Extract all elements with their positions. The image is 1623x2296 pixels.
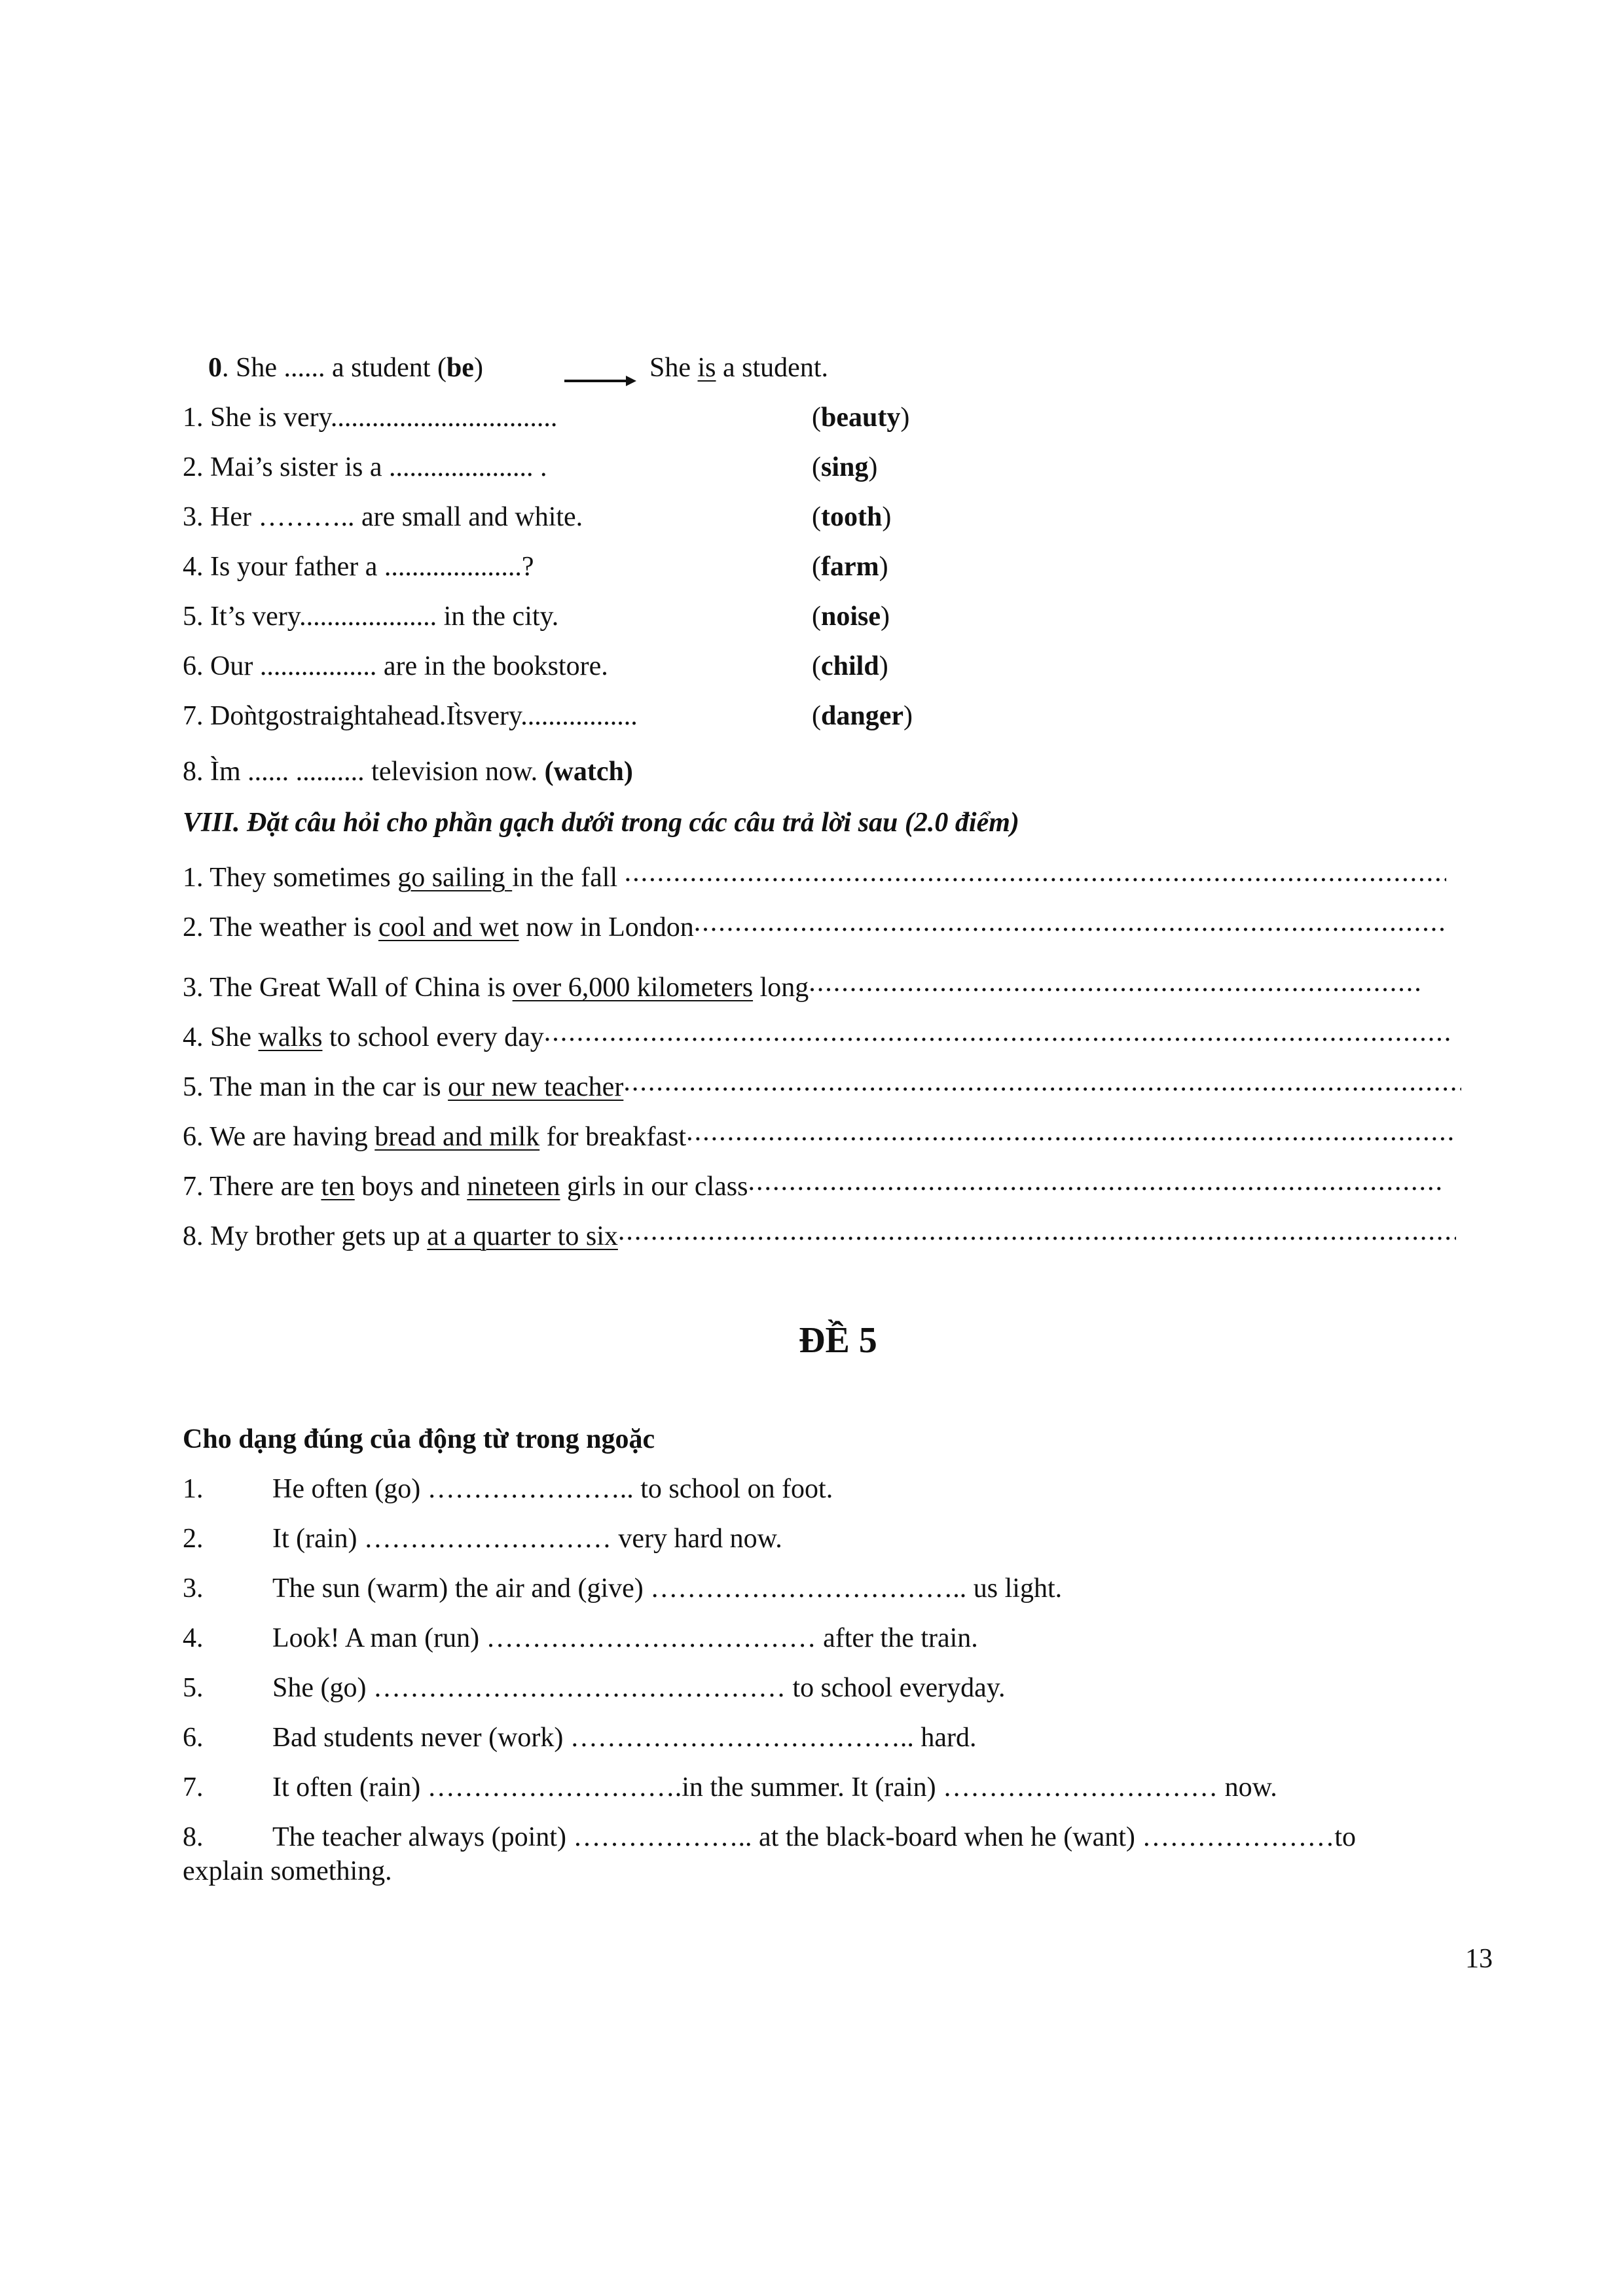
arrow-right-icon [564,373,636,389]
section-viii-heading: VIII. Đặt câu hỏi cho phần gạch dưới trong các câu trả lời sau (2.0 điểm) [183,808,1019,838]
word-form-hint-4: (farm) [812,552,888,582]
word-form-item-4: 4. Is your father a ....................? [183,552,534,582]
verb-item-3: The sun (warm) the air and (give) …………………………….. us light. [272,1573,1063,1604]
example-answer-underlined: is [697,353,716,383]
word-form-item-2: 2. Mai’s sister is a ..................... . [183,452,547,482]
example-question [208,354,483,382]
verb-item-4: Look! A man (run) ……………………………… after the train. [272,1623,978,1653]
question-item-6: 6. We are having bread and milk for breakfast..... [183,1118,1455,1151]
example-answer [649,354,828,382]
verb-item-number-4: 4. [183,1623,204,1653]
word-form-hint-1: (beauty) [812,403,910,433]
verb-item-8: The teacher always (point) ……………….. at the black-board when he (want) …………………to [272,1822,1357,1852]
question-item-5: 5. The man in the car is our new teacher..... [183,1068,1461,1101]
exercise-heading: Cho dạng đúng của động từ trong ngoặc [183,1424,655,1454]
answer-dotted-line [686,1118,1455,1145]
word-form-item-6: 6. Our ................. are in the bookstore. [183,651,608,681]
question-item-4: 4. She walks to school every day..... [183,1018,1454,1051]
word-form-hint-7: (danger) [812,701,913,731]
verb-item-7: It often (rain) ……………………….in the summer. It (rain) ………………………… now. [272,1772,1277,1803]
verb-item-number-1: 1. [183,1474,204,1504]
example-verb: be [446,353,474,383]
exam-title: ĐỀ 5 [799,1320,877,1361]
word-form-hint-8: (watch) [544,757,633,787]
verb-item-number-6: 6. [183,1723,204,1753]
verb-item-number-3: 3. [183,1573,204,1604]
word-form-hint-6: (child) [812,651,888,681]
example-answer-a: She [649,353,698,383]
question-item-7: 7. There are ten boys and nineteen girls in our class..... [183,1168,1442,1200]
word-form-item-7: 7. Doǹtgostraightahead.It̀svery................. [183,701,638,731]
example-question-a: . She ...... a student ( [222,353,447,383]
example-question-b: ) [473,353,483,383]
question-item-1: 1. They sometimes go sailing in the fall ..... [183,859,1446,891]
question-item-8: 8. My brother gets up at a quarter to six..... [183,1217,1456,1250]
verb-item-8-continuation: explain something. [183,1856,392,1886]
answer-dotted-line [618,1217,1456,1245]
answer-dotted-line [809,969,1421,996]
verb-item-number-2: 2. [183,1524,204,1554]
example-number: 0 [208,353,222,383]
word-form-item-5: 5. It’s very.................... in the city. [183,601,559,632]
answer-dotted-line [694,908,1444,936]
verb-item-1: He often (go) ………………….. to school on foot. [272,1474,833,1504]
answer-dotted-line [748,1168,1442,1195]
word-form-item-3: 3. Her ……….. are small and white. [183,502,583,532]
verb-item-5: She (go) ……………………………………… to school everyday. [272,1673,1006,1703]
word-form-hint-3: (tooth) [812,502,892,532]
answer-dotted-line [544,1018,1454,1046]
question-item-2: 2. The weather is cool and wet now in London..... [183,908,1444,941]
answer-dotted-line [625,859,1446,886]
word-form-hint-5: (noise) [812,601,890,632]
verb-item-2: It (rain) ……………………… very hard now. [272,1524,782,1554]
word-form-hint-2: (sing) [812,452,878,482]
verb-item-6: Bad students never (work) ……………………………….. hard. [272,1723,977,1753]
page-number: 13 [1465,1944,1493,1974]
verb-item-number-5: 5. [183,1673,204,1703]
answer-dotted-line [623,1068,1461,1096]
verb-item-number-8: 8. [183,1822,204,1852]
word-form-item-8: 8. Ìm ...... .......... television now. (watch) [183,757,633,787]
verb-item-number-7: 7. [183,1772,204,1803]
word-form-item-1: 1. She is very................................. [183,403,558,433]
question-item-3: 3. The Great Wall of China is over 6,000 kilometers long..... [183,969,1421,1001]
example-answer-b: a student. [716,353,828,383]
